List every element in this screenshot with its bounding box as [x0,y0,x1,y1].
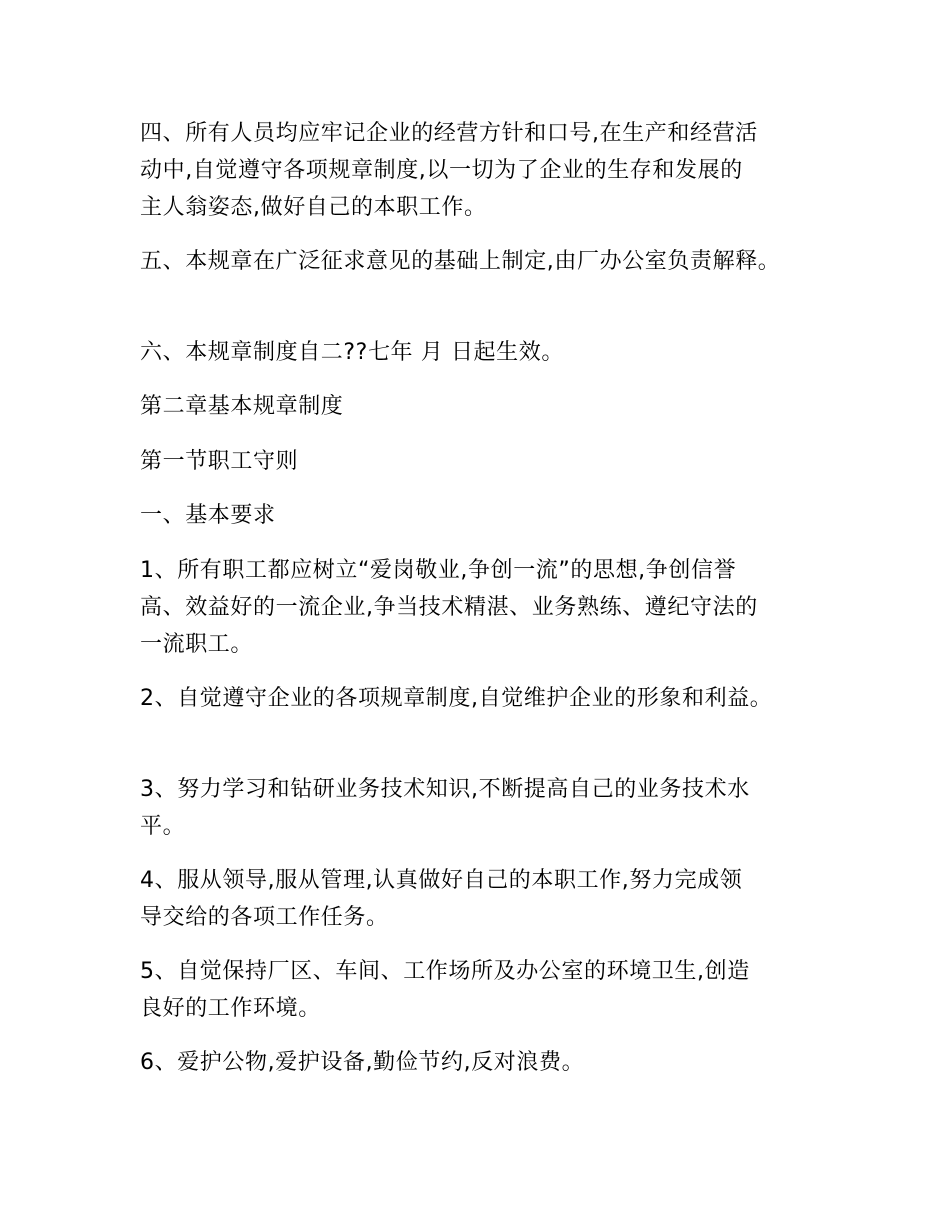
item-5-line-2: 良好的工作环境。 [140,996,321,1021]
section-heading: 第一节职工守则 [140,449,299,474]
paragraph-four-line-1: 四、所有人员均应牢记企业的经营方针和口号,在生产和经营活 [140,121,758,146]
paragraph-five-line-1: 五、本规章在广泛征求意见的基础上制定,由厂办公室负责解释。 [140,249,781,274]
subsection-heading: 一、基本要求 [140,503,276,528]
item-3-line-1: 3、努力学习和钻研业务技术知识,不断提高自己的业务技术水 [140,777,750,802]
paragraph-four-line-2: 动中,自觉遵守各项规章制度,以一切为了企业的生存和发展的 [140,158,743,183]
paragraph-four-line-3: 主人翁姿态,做好自己的本职工作。 [140,195,487,220]
item-3-line-2: 平。 [140,814,186,839]
chapter-heading: 第二章基本规章制度 [140,394,344,419]
item-1-line-1: 1、所有职工都应树立“爱岗敬业,争创一流”的思想,争创信誉 [140,558,737,583]
item-4-line-1: 4、服从领导,服从管理,认真做好自己的本职工作,努力完成领 [140,868,743,893]
item-1-line-3: 一流职工。 [140,632,254,657]
item-2-line-1: 2、自觉遵守企业的各项规章制度,自觉维护企业的形象和利益。 [140,686,773,711]
item-5-line-1: 5、自觉保持厂区、车间、工作场所及办公室的环境卫生,创造 [140,959,750,984]
item-6-line-1: 6、爱护公物,爱护设备,勤俭节约,反对浪费。 [140,1050,585,1075]
item-4-line-2: 导交给的各项工作任务。 [140,905,389,930]
paragraph-six-line-1: 六、本规章制度自二??七年 月 日起生效。 [140,340,564,365]
item-1-line-2: 高、效益好的一流企业,争当技术精湛、业务熟练、遵纪守法的 [140,595,758,620]
